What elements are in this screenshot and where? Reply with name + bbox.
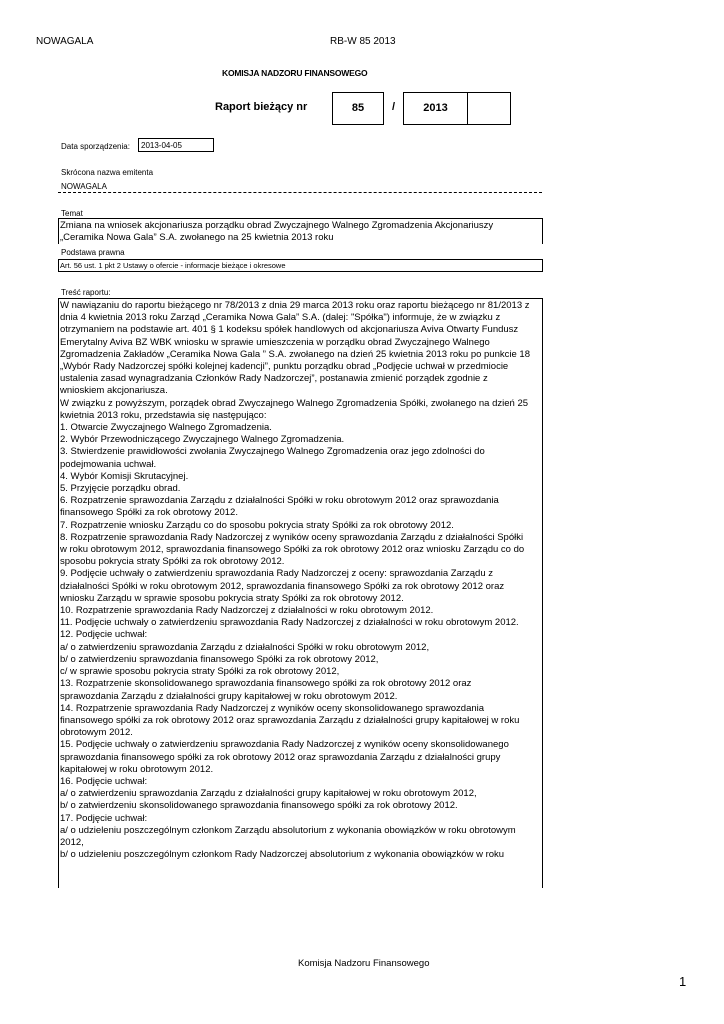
content-text bbox=[60, 300, 542, 861]
content-line: W nawiązaniu do raportu bieżącego nr 78/2013 z dnia 29 marca 2013 roku oraz raportu bieżącego nr 81/2013 z bbox=[60, 300, 530, 311]
content-line: w roku obrotowym 2012, sprawozdania finansowego Spółki za rok obrotowy 2012 oraz wniosku Zarządu co do bbox=[60, 544, 525, 556]
content-line: 2. Wybór Przewodniczącego Zwyczajnego Walnego Zgromadzenia. bbox=[60, 434, 345, 446]
content-line: wnioskiem akcjonariusza. bbox=[60, 385, 168, 397]
report-separator: / bbox=[392, 101, 396, 113]
content-line: Zgromadzenia Zakładów „Ceramika Nowa Gala ” S.A. zwołanego na dzień 25 kwietnia 2013 roku po punkcie 18 bbox=[60, 348, 530, 360]
content-line: 14. Rozpatrzenie sprawozdania Rady Nadzorczej z wyników oceny skonsolidowanego sprawozdania bbox=[60, 702, 485, 714]
content-line: 4. Wybór Komisji Skrutacyjnej. bbox=[60, 470, 189, 482]
issuer-label: Skrócona nazwa emitenta bbox=[61, 168, 154, 177]
content-line: 10. Rozpatrzenie sprawozdania Rady Nadzorczej z działalności w roku obrotowym 2012. bbox=[60, 605, 434, 617]
content-line: 15. Podjęcie uchwały o zatwierdzeniu sprawozdania Rady Nadzorczej z wyników oceny skonsolidowanego bbox=[60, 739, 509, 751]
content-line: kwietnia 2013 roku, przedstawia się następująco: bbox=[60, 409, 267, 421]
date-field bbox=[138, 138, 214, 152]
content-line: obrotowym 2012. bbox=[60, 727, 133, 739]
content-line: 5. Przyjęcie porządku obrad. bbox=[60, 483, 181, 495]
content-field bbox=[58, 298, 543, 888]
legal-basis-label: Podstawa prawna bbox=[61, 248, 125, 257]
content-line: 9. Podjęcie uchwały o zatwierdzeniu sprawozdania Rady Nadzorczej z oceny: sprawozdania Zarządu z bbox=[60, 568, 494, 580]
content-line: sprawozdania finansowego spółki za rok obrotowy 2012 oraz sprawozdania Zarządu z działalności grupy bbox=[60, 751, 501, 763]
subject-field bbox=[58, 218, 543, 244]
content-line: 2012, bbox=[60, 836, 84, 848]
content-line: kapitałowej w roku obrotowym 2012. bbox=[60, 763, 214, 775]
content-line: działalności Spółki w roku obrotowym 2012, sprawozdania finansowego Spółki za rok obrotowy 2012 oraz bbox=[60, 580, 505, 592]
report-number-box bbox=[332, 92, 384, 125]
content-line: 7. Rozpatrzenie wniosku Zarządu co do sposobu pokrycia straty Spółki za rok obrotowy 2012. bbox=[60, 519, 454, 531]
issuer-separator bbox=[58, 192, 542, 193]
report-year: 2013 bbox=[423, 102, 448, 114]
content-line: c/ w sprawie sposobu pokrycia straty Spółki za rok obrotowy 2012, bbox=[60, 666, 340, 678]
header-report-id: RB-W 85 2013 bbox=[330, 36, 396, 47]
legal-basis-field bbox=[58, 259, 543, 272]
subject-line: „Ceramika Nowa Gala” S.A. zwołanego na 25 kwietnia 2013 roku bbox=[60, 232, 334, 243]
content-line: 11. Podjęcie uchwały o zatwierdzeniu sprawozdania Rady Nadzorczej z działalności w roku obrotowym 2012. bbox=[60, 617, 519, 629]
content-line: sprawozdania Zarządu z działalności grupy kapitałowej w roku obrotowym 2012. bbox=[60, 690, 398, 702]
header-issuer: NOWAGALA bbox=[36, 36, 94, 47]
subject-label: Temat bbox=[61, 209, 83, 218]
content-line: a/ o zatwierdzeniu sprawozdania Zarządu z działalności grupy kapitałowej w roku obrotowym 2012, bbox=[60, 788, 477, 800]
page-title: KOMISJA NADZORU FINANSOWEGO bbox=[222, 68, 368, 78]
content-line: a/ o zatwierdzeniu sprawozdania Zarządu z działalności Spółki w roku obrotowym 2012, bbox=[60, 641, 430, 653]
legal-basis-value: Art. 56 ust. 1 pkt 2 Ustawy o ofercie - informacje bieżące i okresowe bbox=[60, 261, 286, 270]
content-line: finansowego spółki za rok obrotowy 2012 oraz sprawozdania Zarządu z działalności grupy kapitałowej w roku bbox=[60, 714, 520, 726]
content-line: b/ o zatwierdzeniu skonsolidowanego sprawozdania finansowego spółki za rok obrotowy 2012. bbox=[60, 800, 458, 812]
page-number: 1 bbox=[679, 974, 687, 989]
content-line: finansowego Spółki za rok obrotowy 2012. bbox=[60, 507, 238, 519]
report-extra-box bbox=[467, 92, 511, 125]
date-value: 2013-04-05 bbox=[141, 141, 182, 150]
content-line: podejmowania uchwał. bbox=[60, 458, 157, 470]
content-line: 12. Podjęcie uchwał: bbox=[60, 629, 148, 641]
content-line: b/ o udzieleniu poszczególnym członkom Rady Nadzorczej absolutorium z wykonania obowiązków w roku bbox=[60, 849, 505, 861]
subject-line: Zmiana na wniosek akcjonariusza porządku obrad Zwyczajnego Walnego Zgromadzenia Akcjonariuszy bbox=[60, 220, 494, 231]
content-line: a/ o udzieleniu poszczególnym członkom Zarządu absolutorium z wykonania obowiązków w roku obrotowym bbox=[60, 824, 516, 836]
content-line: sposobu pokrycia straty Spółki za rok obrotowy 2012. bbox=[60, 556, 285, 568]
report-number: 85 bbox=[351, 102, 365, 114]
content-line: 6. Rozpatrzenie sprawozdania Zarządu z działalności Spółki w roku obrotowym 2012 oraz sprawozdania bbox=[60, 495, 499, 507]
content-line: 17. Podjęcie uchwał: bbox=[60, 812, 148, 824]
content-line: dnia 4 kwietnia 2013 roku Zarząd „Ceramika Nowa Gala” S.A. (dalej: "Spółka") informuje, że w związku z bbox=[60, 312, 501, 324]
content-line: W związku z powyższym, porządek obrad Zwyczajnego Walnego Zgromadzenia Spółki, zwołanego na dzień 25 bbox=[60, 397, 529, 409]
content-line: 13. Rozpatrzenie skonsolidowanego sprawozdania finansowego spółki za rok obrotowy 2012 oraz bbox=[60, 678, 472, 690]
issuer-value: NOWAGALA bbox=[61, 182, 107, 191]
content-line: b/ o zatwierdzeniu sprawozdania finansowego Spółki za rok obrotowy 2012, bbox=[60, 653, 379, 665]
content-line: 16. Podjęcie uchwał: bbox=[60, 775, 148, 787]
content-label: Treść raportu: bbox=[61, 288, 111, 297]
content-line: wniosku Zarządu w sprawie sposobu pokrycia straty Spółki za rok obrotowy 2012. bbox=[60, 592, 404, 604]
report-number-label: Raport bieżący nr bbox=[215, 101, 308, 113]
content-line: 8. Rozpatrzenie sprawozdania Rady Nadzorczej z wyników oceny sprawozdania Zarządu z działalności Spółki bbox=[60, 531, 524, 543]
content-line: 3. Stwierdzenie prawidłowości zwołania Zwyczajnego Walnego Zgromadzenia oraz jego zdolności do bbox=[60, 446, 485, 458]
content-line: ustalenia zasad wynagradzania Członków Rady Nadzorczej”, postanawia zmienić porządek zgodnie z bbox=[60, 373, 488, 385]
footer-text: Komisja Nadzoru Finansowego bbox=[298, 958, 430, 969]
report-year-box bbox=[403, 92, 468, 125]
content-line: otrzymaniem na podstawie art. 401 § 1 kodeksu spółek handlowych od akcjonariusza Aviva Otwarty Fundusz bbox=[60, 324, 519, 336]
content-line: „Wybór Rady Nadzorczej spółki kolejnej kadencji”, punktu porządku obrad „Podjęcie uchwał w przedmiocie bbox=[60, 361, 509, 373]
content-line: 1. Otwarcie Zwyczajnego Walnego Zgromadzenia. bbox=[60, 422, 272, 434]
content-line: Emerytalny Aviva BZ WBK wniosku w sprawie umieszczenia w porządku obrad Zwyczajnego Walnego bbox=[60, 336, 490, 348]
date-label: Data sporządzenia: bbox=[61, 142, 130, 151]
